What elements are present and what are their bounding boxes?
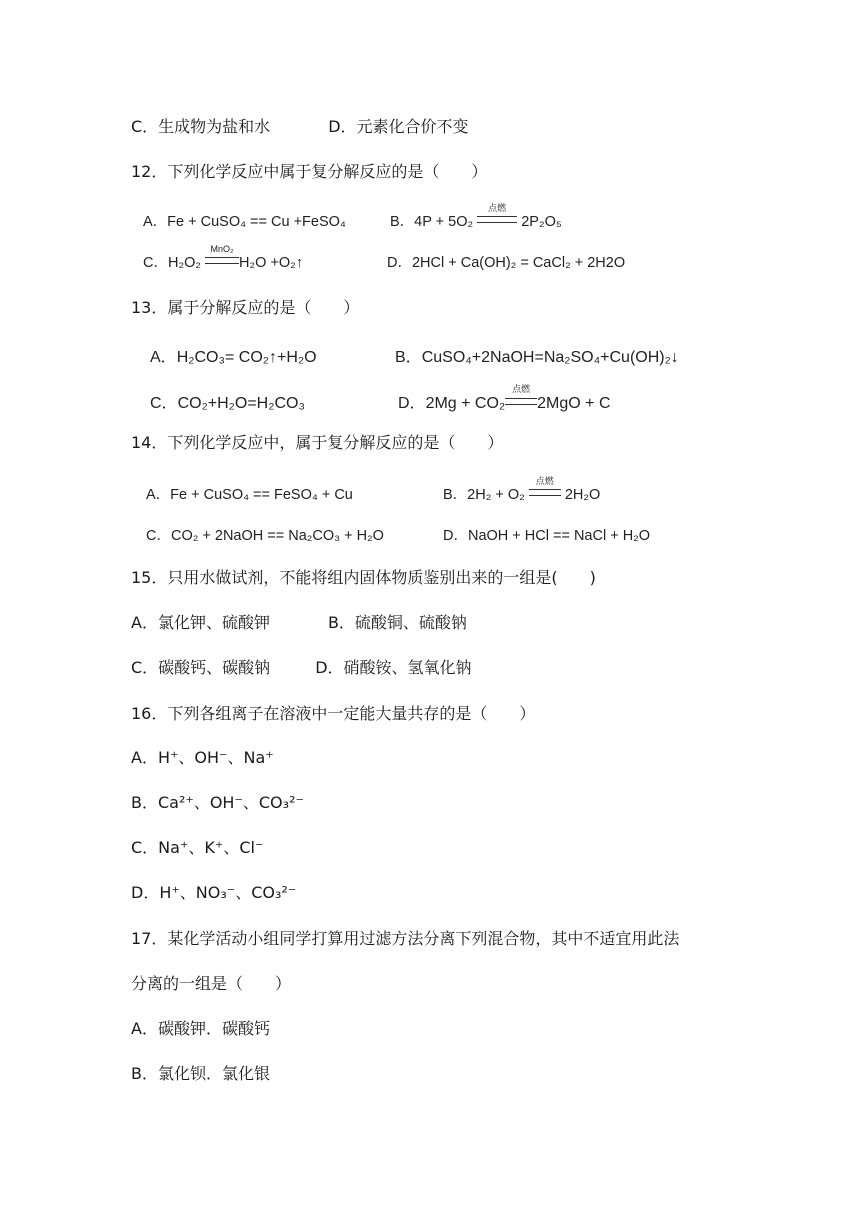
q16-option-b: B．Ca²⁺、OH⁻、CO₃²⁻ [131,793,304,812]
q12-option-b-reactants: 4P + 5O₂ [414,214,474,230]
q13-option-c-equation: CO₂+H₂O=H₂CO₃ [177,395,305,412]
q12-option-d [387,251,625,272]
q12-option-a [143,210,346,231]
q14-option-a-label: A． [146,487,171,503]
q17-option-a: A．碳酸钾．碳酸钙 [131,1019,270,1038]
q12-stem: 12．下列化学反应中属于复分解反应的是（ ） [131,162,488,181]
q13-option-a-equation: H₂CO₃= CO₂↑+H₂O [176,349,317,366]
q12-option-a-equation: Fe + CuSO₄ == Cu +FeSO₄ [167,214,346,230]
q11-option-c: C．生成物为盐和水 [131,117,271,136]
q16-option-a: A．H⁺、OH⁻、Na⁺ [131,748,274,767]
q14-option-d-equation: NaOH + HCl == NaCl + H₂O [467,528,651,544]
q14-option-a-equation: Fe + CuSO₄ == FeSO₄ + Cu [170,487,353,503]
q15-option-c: C．碳酸钙、碳酸钠 [131,658,271,677]
q13-option-b-label: B． [395,349,422,366]
q13-option-d-label: D． [398,395,426,412]
q12-option-c-label: C． [143,255,168,271]
q15-option-b: B．硫酸铜、硫酸钠 [327,613,467,632]
q13-stem: 13．属于分解反应的是（ ） [131,298,360,317]
q14-option-b-condition: 点燃 [529,487,561,503]
q17-option-b: B．氯化钡．氯化银 [131,1064,270,1083]
q12-option-c [143,244,304,272]
q13-option-b [395,344,679,367]
q13-option-c [150,390,305,413]
q12-option-b-condition: 点燃 [477,214,517,230]
q14-option-a [146,483,353,504]
q14-option-c [146,524,384,545]
q17-stem-line-1: 17．某化学活动小组同学打算用过滤方法分离下列混合物，其中不适宜用此法 [131,929,680,948]
q14-option-d-label: D． [443,528,468,544]
q12-option-d-equation: 2HCl + Ca(OH)₂ = CaCl₂ + 2H2O [411,255,626,271]
q15-options-row-2 [131,657,472,679]
q12-option-c-reactants: H₂O₂ [167,255,201,271]
q15-stem: 15．只用水做试剂，不能将组内固体物质鉴别出来的一组是( ) [131,568,596,587]
q13-option-d-condition: 点燃 [505,395,537,413]
q13-option-d-products: 2MgO + C [537,395,611,412]
q14-option-b-products: 2H₂O [564,487,601,503]
q15-option-d: D．硝酸铵、氢氧化钠 [315,658,472,677]
q14-option-b-label: B． [443,487,468,503]
q12-option-d-label: D． [387,255,412,271]
q14-stem: 14．下列化学反应中，属于复分解反应的是（ ） [131,433,504,452]
q15-option-a: A．氯化钾、硫酸钾 [131,613,270,632]
q12-option-b-products: 2P₂O₅ [521,214,562,230]
q11-options-row [131,116,469,138]
q13-option-d-reactants: 2Mg + CO₂ [425,395,506,412]
q16-stem: 16．下列各组离子在溶液中一定能大量共存的是（ ） [131,704,536,723]
q13-option-b-equation: CuSO₄+2NaOH=Na₂SO₄+Cu(OH)₂↓ [421,349,679,366]
q13-option-a-label: A． [150,349,177,366]
q13-option-a [150,344,317,367]
q12-option-c-products: H₂O +O₂↑ [239,255,304,271]
q13-option-d [398,384,611,413]
q14-option-d [443,524,650,545]
q14-option-b [443,476,601,504]
q15-options-row-1 [131,612,467,634]
q14-option-c-equation: CO₂ + 2NaOH == Na₂CO₃ + H₂O [170,528,384,544]
q12-option-b [390,203,562,231]
q12-option-b-label: B． [390,214,415,230]
q12-option-a-label: A． [143,214,168,230]
q14-option-c-label: C． [146,528,171,544]
q16-option-d: D．H⁺、NO₃⁻、CO₃²⁻ [131,883,297,902]
q14-option-b-reactants: 2H₂ + O₂ [467,487,525,503]
q12-option-c-condition: MnO₂ [205,255,239,271]
q11-option-d: D．元素化合价不变 [328,117,469,136]
q16-option-c: C．Na⁺、K⁺、Cl⁻ [131,838,264,857]
q13-option-c-label: C． [150,395,178,412]
q17-stem-line-2: 分离的一组是（ ） [131,974,292,993]
